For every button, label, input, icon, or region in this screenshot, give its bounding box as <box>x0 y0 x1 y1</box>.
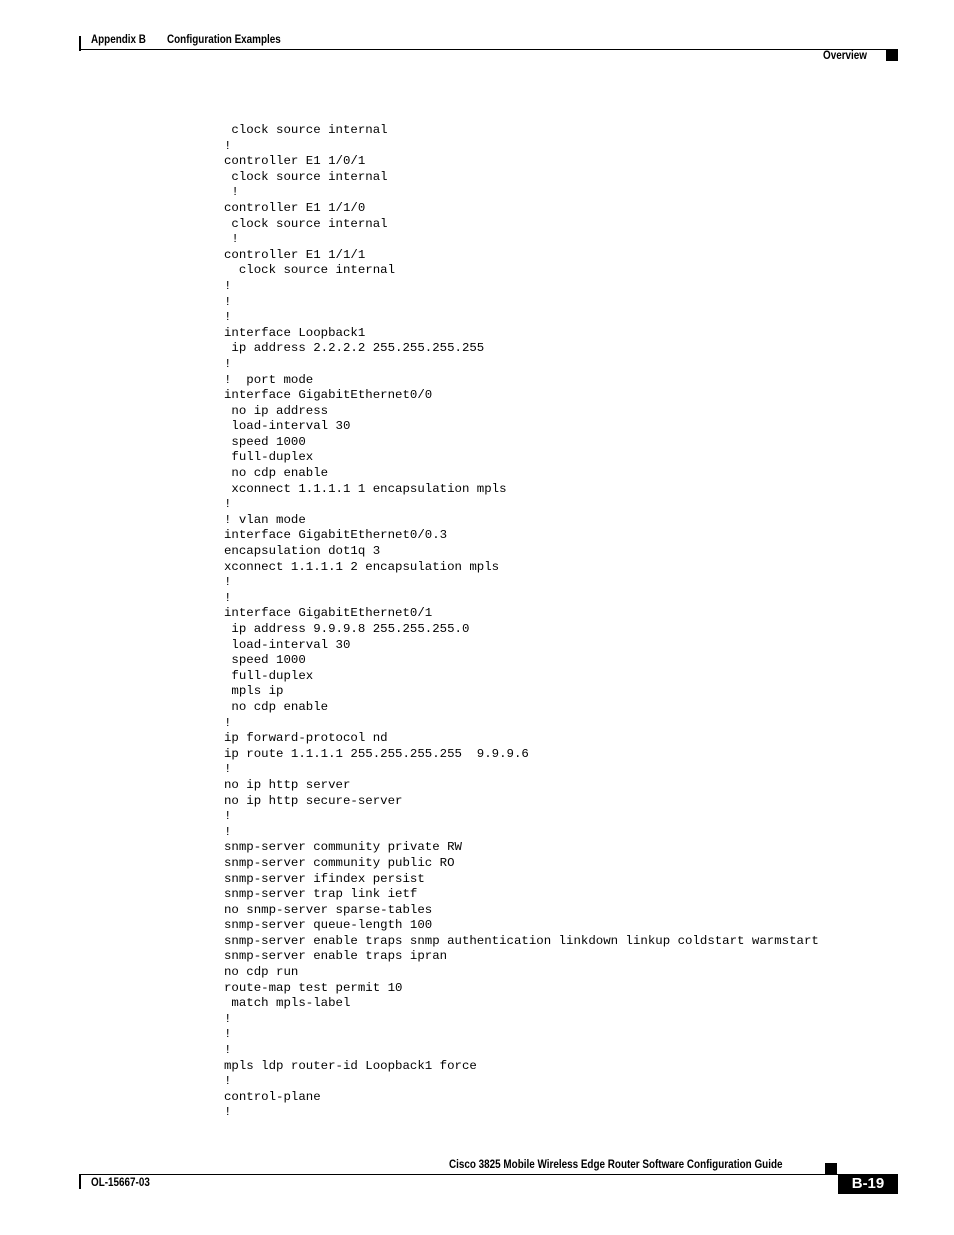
code-line: no ip http server <box>224 777 351 792</box>
code-line: snmp-server trap link ietf <box>224 887 418 902</box>
code-line: ! <box>224 1105 232 1120</box>
code-line: ! <box>224 294 232 309</box>
code-line: no cdp run <box>224 965 299 980</box>
code-line: no ip address <box>224 403 329 418</box>
code-line: ! <box>224 762 232 777</box>
header-appendix: Appendix B <box>91 34 146 46</box>
code-line: interface GigabitEthernet0/0.3 <box>224 528 448 543</box>
code-line: snmp-server ifindex persist <box>224 871 425 886</box>
code-line: load-interval 30 <box>224 419 351 434</box>
code-line: ! <box>224 310 232 325</box>
code-line: clock source internal <box>224 263 396 278</box>
code-line: ! <box>224 138 232 153</box>
code-line: full-duplex <box>224 668 314 683</box>
code-line: ! <box>224 1074 232 1089</box>
code-line: xconnect 1.1.1.1 2 encapsulation mpls <box>224 559 500 574</box>
code-line: ! <box>224 575 232 590</box>
code-line: ! <box>224 590 232 605</box>
code-line: controller E1 1/1/0 <box>224 200 366 215</box>
code-line: controller E1 1/0/1 <box>224 154 366 169</box>
code-line: no ip http secure-server <box>224 793 403 808</box>
footer-left-vertical-rule <box>79 1174 81 1189</box>
header-section: Overview <box>823 50 867 62</box>
code-line: ! <box>224 824 232 839</box>
code-line: speed 1000 <box>224 434 306 449</box>
code-line: ! port mode <box>224 372 314 387</box>
code-line: ip address 2.2.2.2 255.255.255.255 <box>224 341 485 356</box>
code-line: load-interval 30 <box>224 637 351 652</box>
header-chapter: Configuration Examples <box>167 34 281 46</box>
code-line: no cdp enable <box>224 699 329 714</box>
footer-guide-title: Cisco 3825 Mobile Wireless Edge Router Software Configuration Guide <box>449 1159 783 1171</box>
code-line: snmp-server community private RW <box>224 840 462 855</box>
code-line: no snmp-server sparse-tables <box>224 902 433 917</box>
code-line: interface GigabitEthernet0/1 <box>224 606 433 621</box>
code-line: ! <box>224 715 232 730</box>
code-line: snmp-server enable traps snmp authentication linkdown linkup coldstart warmstart <box>224 933 819 948</box>
code-line: snmp-server community public RO <box>224 855 455 870</box>
code-line: ! <box>224 497 232 512</box>
code-line: ! <box>224 356 232 371</box>
code-line: control-plane <box>224 1089 321 1104</box>
code-line: mpls ldp router-id Loopback1 force <box>224 1058 477 1073</box>
code-line: interface Loopback1 <box>224 325 366 340</box>
footer-rule <box>79 1174 898 1175</box>
footer-doc-number: OL-15667-03 <box>91 1177 150 1189</box>
code-line: full-duplex <box>224 450 314 465</box>
code-line: clock source internal <box>224 169 388 184</box>
code-line: ! <box>224 1027 232 1042</box>
code-line: ! <box>224 809 232 824</box>
code-line: ! <box>224 278 232 293</box>
code-line: interface GigabitEthernet0/0 <box>224 388 433 403</box>
code-line: clock source internal <box>224 123 388 137</box>
code-line: xconnect 1.1.1.1 1 encapsulation mpls <box>224 481 507 496</box>
code-line: controller E1 1/1/1 <box>224 247 366 262</box>
code-line: encapsulation dot1q 3 <box>224 544 381 559</box>
code-line: ! vlan mode <box>224 512 306 527</box>
code-line: ! <box>224 185 239 200</box>
header-black-tab <box>886 50 898 61</box>
code-line: ! <box>224 232 239 247</box>
code-line: speed 1000 <box>224 653 306 668</box>
config-code-listing <box>224 123 819 1121</box>
code-line: match mpls-label <box>224 996 351 1011</box>
footer-page-number: B-19 <box>838 1174 898 1194</box>
code-line: ! <box>224 1011 232 1026</box>
footer-black-tab <box>825 1163 837 1174</box>
code-line: no cdp enable <box>224 466 329 481</box>
code-line: ! <box>224 1043 232 1058</box>
code-line: clock source internal <box>224 216 388 231</box>
code-line: ip forward-protocol nd <box>224 731 388 746</box>
code-line: ip route 1.1.1.1 255.255.255.255 9.9.9.6 <box>224 746 529 761</box>
code-line: ip address 9.9.9.8 255.255.255.0 <box>224 622 470 636</box>
code-line: mpls ip <box>224 684 284 699</box>
header-rule <box>79 49 898 50</box>
code-line: snmp-server queue-length 100 <box>224 918 433 933</box>
code-line: route-map test permit 10 <box>224 980 403 995</box>
code-line: snmp-server enable traps ipran <box>224 949 448 964</box>
